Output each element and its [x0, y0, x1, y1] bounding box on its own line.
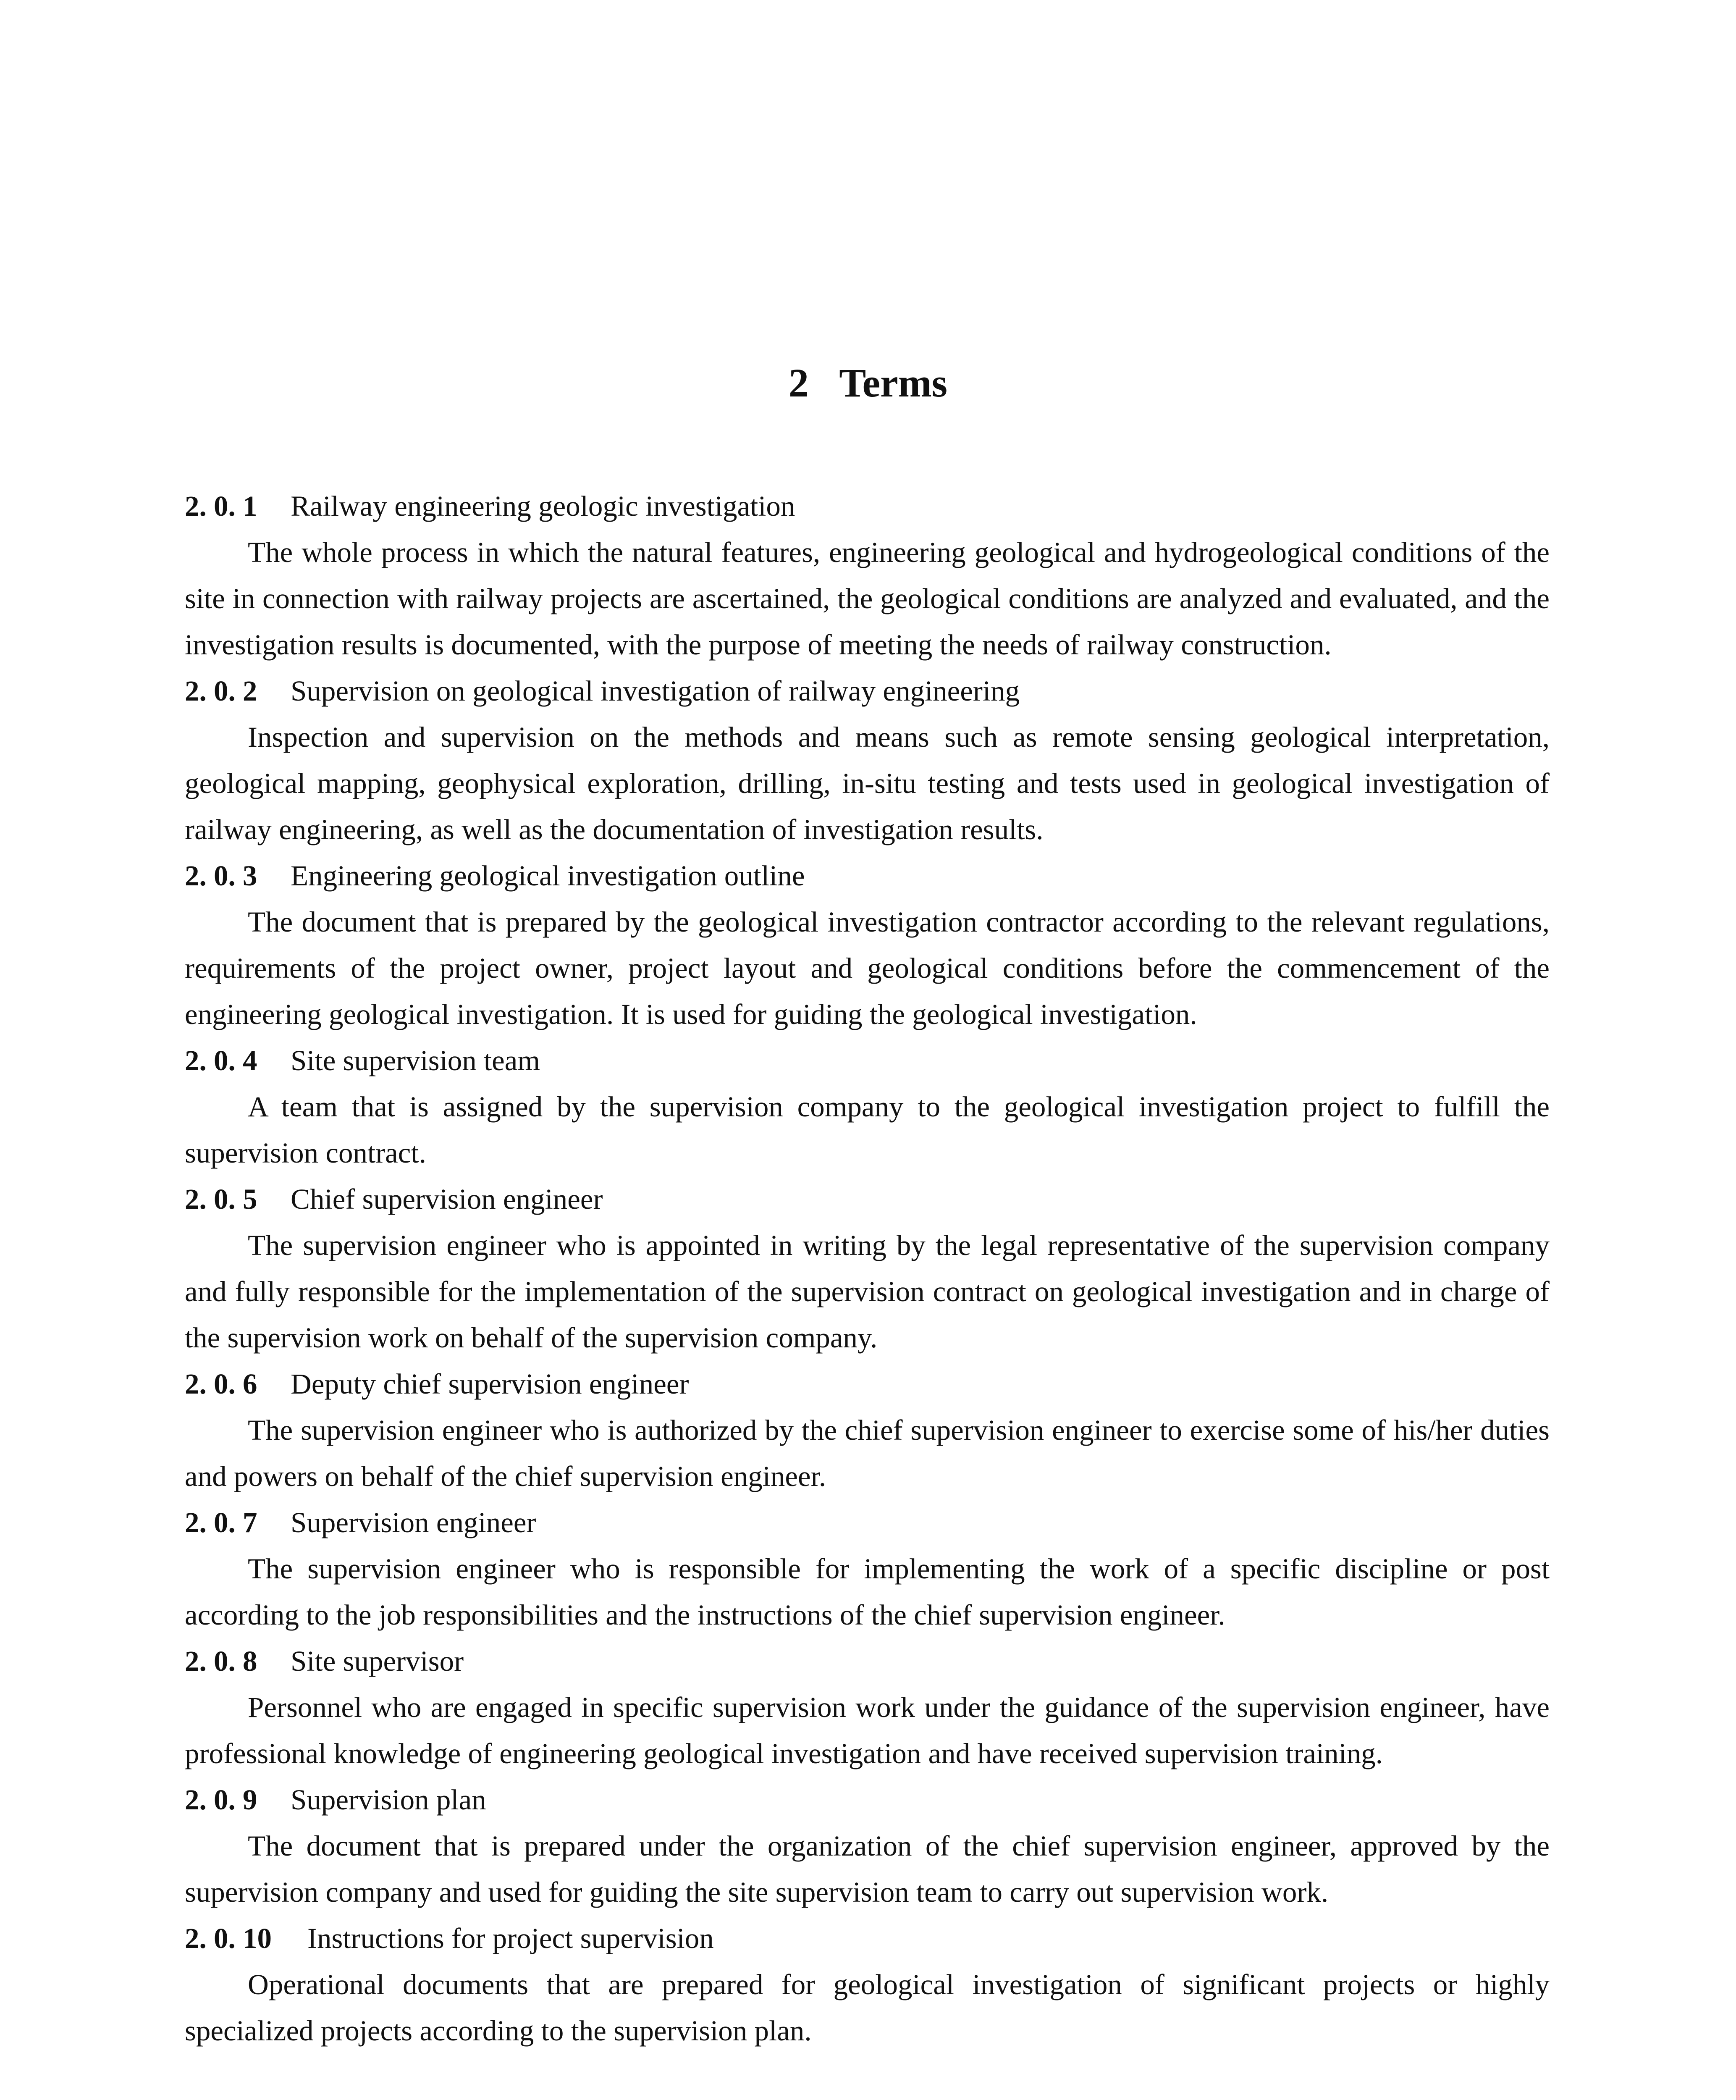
- term-entry: [185, 853, 1550, 1037]
- term-title: Site supervision team: [291, 1045, 540, 1076]
- term-number: 2. 0. 9: [185, 1784, 257, 1816]
- term-definition: The supervision engineer who is authorized by the chief supervision engineer to exercise some of his/her duties and powers on behalf of the chief supervision engineer.: [185, 1414, 1550, 1492]
- term-title: Railway engineering geologic investigation: [291, 490, 795, 522]
- term-entry: [185, 1499, 1550, 1638]
- term-heading: [185, 1777, 1550, 1823]
- term-definition: The document that is prepared by the geological investigation contractor according to the relevant regulations, requirements of the project owner, project layout and geological conditions before the commencement of the engineering geological investigation. It is used for guiding the geological investigation.: [185, 906, 1550, 1030]
- term-entry: [185, 1037, 1550, 1176]
- term-entry: [185, 1176, 1550, 1361]
- term-number: 2. 0. 1: [185, 490, 257, 522]
- term-definition: Inspection and supervision on the methods and means such as remote sensing geological interpretation, geological mapping, geophysical exploration, drilling, in-situ testing and tests used in geological investigation of railway engineering, as well as the documentation of investigation results.: [185, 721, 1550, 845]
- term-heading: [185, 668, 1550, 714]
- terms-list: [185, 483, 1550, 2054]
- term-title: Supervision plan: [291, 1784, 486, 1816]
- term-entry: [185, 483, 1550, 668]
- term-definition: A team that is assigned by the supervision company to the geological investigation project to fulfill the supervision contract.: [185, 1091, 1550, 1169]
- chapter-title: Terms: [839, 360, 948, 406]
- term-number: 2. 0. 4: [185, 1045, 257, 1076]
- term-entry: [185, 1361, 1550, 1499]
- term-number: 2. 0. 7: [185, 1507, 257, 1538]
- term-number: 2. 0. 3: [185, 860, 257, 892]
- term-title: Supervision on geological investigation of railway engineering: [291, 675, 1020, 707]
- term-entry: [185, 668, 1550, 853]
- term-number: 2. 0. 5: [185, 1183, 257, 1215]
- term-heading: [185, 1499, 1550, 1546]
- term-definition: Operational documents that are prepared for geological investigation of significant projects or highly specialized projects according to the supervision plan.: [185, 1969, 1550, 2047]
- term-title: Instructions for project supervision: [307, 1922, 714, 1954]
- term-number: 2. 0. 10: [185, 1922, 272, 1954]
- term-definition: The document that is prepared under the organization of the chief supervision engineer, approved by the supervision company and used for guiding the site supervision team to carry out supervision work.: [185, 1830, 1550, 1908]
- term-heading: [185, 483, 1550, 529]
- term-entry: [185, 1638, 1550, 1777]
- term-number: 2. 0. 2: [185, 675, 257, 707]
- term-entry: [185, 1777, 1550, 1915]
- term-title: Supervision engineer: [291, 1507, 536, 1538]
- term-number: 2. 0. 8: [185, 1645, 257, 1677]
- term-title: Chief supervision engineer: [291, 1183, 603, 1215]
- term-definition: Personnel who are engaged in specific supervision work under the guidance of the supervision engineer, have professional knowledge of engineering geological investigation and have received supervision training.: [185, 1691, 1550, 1769]
- term-heading: [185, 1176, 1550, 1222]
- term-heading: [185, 1915, 1550, 1961]
- term-heading: [185, 1037, 1550, 1084]
- term-heading: [185, 1638, 1550, 1684]
- term-title: Deputy chief supervision engineer: [291, 1368, 689, 1400]
- term-entry: [185, 1915, 1550, 2054]
- chapter-heading: [0, 360, 1736, 406]
- term-heading: [185, 853, 1550, 899]
- term-title: Engineering geological investigation outline: [291, 860, 805, 892]
- term-number: 2. 0. 6: [185, 1368, 257, 1400]
- chapter-number: 2: [788, 360, 809, 406]
- term-heading: [185, 1361, 1550, 1407]
- term-title: Site supervisor: [291, 1645, 464, 1677]
- term-definition: The supervision engineer who is appointed in writing by the legal representative of the supervision company and fully responsible for the implementation of the supervision contract on geological investigation and in charge of the supervision work on behalf of the supervision company.: [185, 1229, 1550, 1354]
- term-definition: The supervision engineer who is responsible for implementing the work of a specific discipline or post according to the job responsibilities and the instructions of the chief supervision engineer.: [185, 1553, 1550, 1631]
- term-definition: The whole process in which the natural features, engineering geological and hydrogeological conditions of the site in connection with railway projects are ascertained, the geological conditions are analyzed and evaluated, and the investigation results is documented, with the purpose of meeting the needs of railway construction.: [185, 536, 1550, 661]
